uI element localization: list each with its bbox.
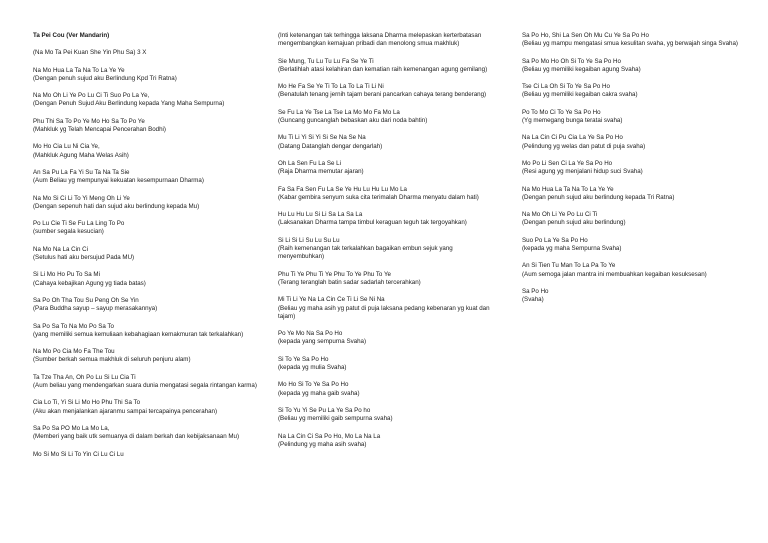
verse-block [522,134,744,151]
verse-line: Ta Tze Tha An, Oh Po Lu Si Lu Cia Ti [33,373,136,381]
verse-block [278,83,498,100]
verse-line: Suo Po La Ye Sa Po Ho [522,236,588,244]
verse-block [278,407,498,424]
verse-block [33,374,261,391]
verse-translation: (Dengan penuh sujud aku Berlindung Kpd Tri Ratna) [33,74,177,82]
verse-translation: (Resi agung yg menjalani hidup suci Svaha) [522,168,643,176]
verse-block [278,237,498,262]
verse-line: Na Mo Oh Li Ye Po Lu Ci Ti Suo Po La Ye, [33,92,150,100]
verse-block [522,83,744,100]
verse-translation: (Beliau yg mampu mengatasi smua kesulitan svaha, yg berwajah singa Svaha) [522,40,738,48]
verse-line: Po To Mo Ci To Ye Sa Po Ho [522,108,601,116]
verse-block [522,262,744,279]
verse-translation: (Terang teranglah batin sadar sadarlah tercerahkan) [278,278,421,286]
verse-block [33,348,261,365]
verse-block [33,220,261,237]
verse-block [33,49,261,57]
column-3 [522,32,744,314]
column-1 [33,32,261,468]
verse-block [33,118,261,135]
verse-translation: (Beliau yg memiliki kegaiban cakra svaha) [522,91,638,99]
verse-block [278,211,498,228]
verse-translation: (Memberi yang baik utk semuanya di dalam berkah dan kebijaksanaan Mu) [33,433,240,441]
verse-translation: (Kabar gembira senyum suka cita terimalah Dharma menyatu dalam hati) [278,193,479,201]
verse-translation: (Yg memegang bunga teratai svaha) [522,117,623,125]
verse-line: Sa Po Ho [522,287,549,295]
verse-translation: (kepada yg mulia Svaha) [278,364,347,372]
verse-block [33,297,261,314]
verse-line: Sa Po Ho, Shi La Sen Oh Mu Cu Ye Sa Po Ho [522,32,649,39]
verse-translation: (Dengan penuh sujud aku berlindung kepada Tri Ratna) [522,193,675,201]
verse-line: Mo Po Li Sen Ci La Ye Sa Po Ho [522,159,613,167]
verse-translation: (Mahkluk Agung Maha Welas Asih) [33,151,129,159]
verse-line: Na Mo Hua La Ta Na To La Ye Ye [33,66,125,74]
verse-translation: (Dengan sepenuh hati dan sujud aku berlindung kepada Mu) [33,202,200,210]
verse-translation: (Laksanakan Dharma tampa timbul keraguan teguh tak tergoyahkan) [278,219,467,227]
verse-block [278,433,498,450]
verse-line: Na Mo Po Cia Mo Fa The Tou [33,348,115,356]
verse-block [33,425,261,442]
verse-line: Na Mo Na La Cin Ci [33,245,89,253]
verse-block [278,134,498,151]
verse-line: Na Mo Oh Li Ye Po Lu Ci Ti [522,211,598,219]
verse-block [522,58,744,75]
verse-line: Mo Si Mo Si Li To Yin Ci Lu Ci Lu [33,450,124,458]
verse-block [278,381,498,398]
verse-line: Mi Ti Li Ye Na La Cin Ce Ti Li Se Ni Na [278,296,385,304]
verse-block [278,271,498,288]
verse-translation: (Beliau yg memiliki gaib sempurna svaha) [278,415,393,423]
verse-translation: (Svaha) [522,296,544,304]
verse-line: Na Mo Si Ci Li To Yi Meng Oh Li Ye [33,194,130,202]
verse-line: Sa Po Oh Tha Tou Su Peng Oh Se Yin [33,296,139,304]
verse-translation: (kepada yg maha gaib svaha) [278,389,360,397]
verse-translation: (Aku akan menjalankan ajaranmu sampai tercapainya pencerahan) [33,407,218,415]
verse-line: Mo He Fa Se Ye Ti To La To La Ti Li Ni [278,83,384,91]
verse-block [278,186,498,203]
verse-line: Hu Lu Hu Lu Si Li Sa La Sa La [278,211,363,219]
verse-line: Cia Lo Ti, Yi Si Li Mo Ho Phu Thi Sa To [33,399,141,407]
verse-block [33,169,261,186]
verse-block [33,399,261,416]
verse-line: An Sa Pu La Fa Yi Su Ta Na Ta Sie [33,168,130,176]
verse-block [522,288,744,305]
verse-translation: (Datang Datanglah dengar dengarlah) [278,142,383,150]
verse-block [33,271,261,288]
verse-line: Tse Ci La Oh Si To Ye Sa Po Ho [522,83,610,91]
verse-translation: (yang memiliki semua kemuliaan kebahagiaan kemakmuran tak terkalahkan) [33,330,244,338]
verse-block [278,109,498,126]
verse-line: Po Ye Mo Na Sa Po Ho [278,330,343,338]
verse-translation: (Berlatihlah atasi kelahiran dan kematian raih kemenangan agung gemilang) [278,65,488,73]
verse-block [33,323,261,340]
verse-block [278,330,498,347]
verse-block [522,186,744,203]
verse-translation: (Para Buddha sayup – sayup merasakannya) [33,305,158,313]
verse-line: Sie Mung, Tu Lu Tu Lu Fa Se Ye Ti [278,57,374,65]
verse-translation: (Raih kemenangan tak terkalahkan bagaikan embun sejuk yang menyembuhkan) [278,245,453,261]
verse-line: Si Li Mo Ho Pu To Sa Mi [33,271,100,279]
verse-translation: (Dengan penuh sujud aku berlindung) [522,219,626,227]
verse-block [522,109,744,126]
verse-line: Sa Po Sa To Na Mo Po Sa To [33,322,114,330]
verse-line: Oh La Sen Fu La Se Li [278,159,341,167]
verse-block [33,195,261,212]
verse-block [33,451,261,459]
verse-translation: (Beliau yg maha asih yg patut di puja laksana pedang kebenaran yg kuat dan tajam) [278,304,490,320]
verse-block [522,160,744,177]
verse-block [278,296,498,321]
page-title: Ta Pei Cou (Ver Mandarin) [33,32,110,39]
verse-translation: (kepada yang sempurna Svaha) [278,338,367,346]
verse-block [33,92,261,109]
verse-line: Si Li Si Li Su Lu Su Lu [278,236,340,244]
verse-translation: (Setulus hati aku bersujud Pada MU) [33,254,135,262]
verse-block [33,67,261,84]
verse-block [278,58,498,75]
verse-translation: (Guncang guncanglah bebaskan aku dari noda bahtin) [278,117,428,125]
verse-line: (Inti ketenangan tak terhingga laksana Dharma melepaskan kerterbatasan mengembangkan kemajuan pribadi dan menolong smua makhluk) [278,32,482,48]
column-2 [278,32,498,458]
verse-translation: (Aum semoga jalan mantra ini membuahkan kegaiban kesuksesan) [522,270,707,278]
verse-translation: (Benatulah tenang jernih tajam berani pancarkan cahaya terang benderang) [278,91,487,99]
verse-block [278,356,498,373]
verse-translation: (sumber segala kesucian) [33,228,104,236]
verse-line: Na La Cin Ci Sa Po Ho, Mo La Na La [278,432,381,440]
verse-line: Mu Ti Li Yi Si Yi Si Se Na Se Na [278,134,366,142]
verse-block [278,32,498,49]
verse-block [522,237,744,254]
verse-line: Na La Cin Ci Pu Cia La Ye Sa Po Ho [522,134,623,142]
verse-translation: (Mahkluk yg Telah Mencapai Pencerahan Bodhi) [33,126,166,134]
verse-line: Mo Ho Cia Lu Ni Cia Ye, [33,143,100,151]
verse-line: An Si Tien Tu Man To La Pa To Ye [522,262,616,270]
verse-line: Phu Ti Ye Phu Ti Ye Phu To Ye Phu To Ye [278,270,391,278]
verse-line: Phu Thi Sa To Po Ye Mo Ho Sa To Po Ye [33,117,145,125]
verse-line: Mo Ho Si To Ye Sa Po Ho [278,381,349,389]
verse-line: Po Lu Cie Ti Se Fu La Ling To Po [33,220,125,228]
verse-line: Si To Yu Yi Se Pu La Ye Sa Po ho [278,406,371,414]
verse-line: (Na Mo Ta Pei Kuan She Yin Phu Sa) 3 X [33,49,147,57]
verse-translation: (Aum Beliau yg mempunyai kekuatan kesempurnaan Dharma) [33,177,204,185]
verse-block [522,32,744,49]
verse-line: Na Mo Hua La Ta Na To La Ye Ye [522,185,614,193]
verse-line: Sa Po Sa PO Mo La Mo La, [33,424,110,432]
verse-line: Si To Ye Sa Po Ho [278,355,329,363]
verse-block [522,211,744,228]
verse-block [278,160,498,177]
verse-translation: (Pelindung yg welas dan patut di puja svaha) [522,142,646,150]
verse-translation: (Aum beliau yang mendengarkan suara dunia mengatasi segala rintangan karma) [33,382,257,390]
verse-block [33,246,261,263]
verse-translation: (Dengan Penuh Sujud Aku Berlindung kepada Yang Maha Sempurna) [33,100,225,108]
verse-line: Se Fu La Ye Tse La Tse La Mo Mo Fa Mo La [278,108,400,116]
verse-translation: (Sumber berkah semua makhluk di seluruh penjuru alam) [33,356,191,364]
verse-line: Fa Sa Fa Sen Fu La Se Ye Hu Lu Hu Lu Mo La [278,185,407,193]
verse-translation: (kepada yg maha Sempurna Svaha) [522,245,622,253]
verse-translation: (Cahaya kebajikan Agung yg tiada batas) [33,279,146,287]
verse-block [33,143,261,160]
verse-translation: (Raja Dharma memutar ajaran) [278,168,364,176]
verse-translation: (Beliau yg memiliki kegaiban agung Svaha) [522,65,641,73]
verse-line: Sa Po Mo Ho Oh Si To Ye Sa Po Ho [522,57,621,65]
verse-translation: (Pelindung yg maha asih svaha) [278,440,367,448]
